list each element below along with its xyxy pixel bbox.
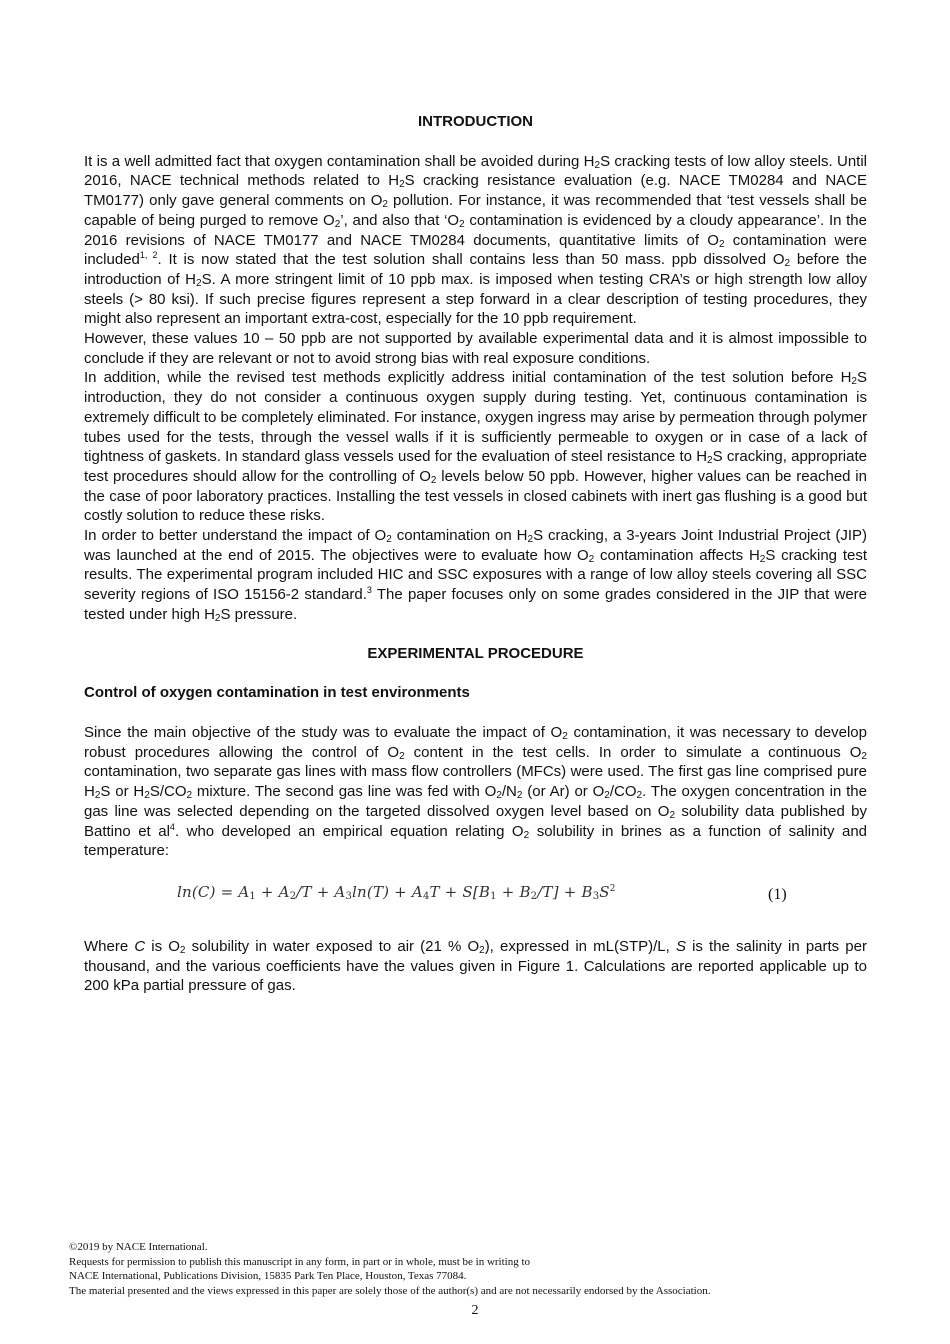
address-line: NACE International, Publications Division, 15835 Park Ten Place, Houston, Texas 77084.: [69, 1270, 467, 1282]
footer: [69, 1240, 889, 1298]
intro-paragraph-1: It is a well admitted fact that oxygen contamination shall be avoided during $H_2S$ cracking tests of low alloy steels. Until 2016, NACE technical methods related to $H_2S$ cracking resistance evaluation (e.g. NACE TM0284 and NACE TM0177) only gave general comments on $O_2$ pollution. For instance, it was recommended that ‘test vessels shall be capable of being purged to remove $O_2$’, and also that ‘$O_2$ contamination is evidenced by a cloudy appearance’. In the 2016 revisions of NACE TM0177 and NACE TM0284 documents, quantitative limits of $O_2$ contamination were included$^{1, 2}$. It is now stated that the test solution shall contains less than 50 mass. ppb dissolved $O_2$ before the introduction of $H_2S$. A more stringent limit of 10 ppb max. is imposed when testing CRA’s or high strength low alloy steels (> 80 ksi). If such precise figures represent a step forward in a clear description of testing procedures, they might also represent an important extra-cost, especially for the 10 ppb requirement.: [84, 152, 868, 328]
intro-paragraph-3: In addition, while the revised test methods explicitly address initial contamination of the test solution before $H_2S$ introduction, they do not consider a continuous oxygen supply during testing. Yet, continuous contamination is extremely difficult to be completely eliminated. For instance, oxygen ingress may arise by permeation through polymer tubes used for the tests, through the vessel walls if it is sufficiently permeable to oxygen or in case of a lack of tightness of gaskets. In standard glass vessels used for the evaluation of steel resistance to $H_2S$ cracking, appropriate test procedures should allow for the controlling of $O_2$ levels below 50 ppb. However, higher values can be reached in the case of poor laboratory practices. Installing the test vessels in closed cabinets with inert gas flushing is a good but costly solution to reduce these risks.: [84, 369, 867, 525]
main-content: [84, 112, 867, 996]
page-number: 2: [471, 1303, 479, 1318]
equation-1: [84, 879, 867, 919]
copyright-line: ©2019 by NACE International.: [69, 1241, 208, 1253]
introduction-heading: INTRODUCTION: [418, 113, 533, 130]
procedure-paragraph-2: Where C is $O_2$ solubility in water exposed to air (21 % $O_2$), expressed in mL(STP)/L, S is the salinity in parts per thousand, and the various coefficients have the values given in Figure 1. Calculations are reported applicable up to 200 kPa partial pressure of gas.: [84, 937, 867, 995]
experimental-heading: EXPERIMENTAL PROCEDURE: [367, 644, 584, 662]
procedure-paragraph-1: Since the main objective of the study was to evaluate the impact of $O_2$ contamination, it was necessary to develop robust procedures allowing the control of $O_2$ content in the test cells. In order to simulate a continuous $O_2$ contamination, two separate gas lines with mass flow controllers (MFCs) were used. The first gas line comprised pure $H_2S$ or $H_2S/CO_2$ mixture. The second gas line was fed with $O_2/N_2$ (or Ar) or $O_2/CO_2$. The oxygen concentration in the gas line was selected depending on the targeted dissolved oxygen level based on $O_2$ solubility data published by Battino et $al^4$. who developed an empirical equation relating $O_2$ solubility in brines as a function of salinity and temperature:: [84, 723, 868, 860]
solubility-equation: $\ln(C) = A_1 + A_2/T + A_3\ln(T) + A_4T + S[B_1 + B_2/T] + B_3S^2$: [177, 882, 616, 902]
oxygen-control-subheading: Control of oxygen contamination in test environments: [84, 684, 470, 702]
intro-paragraph-4: In order to better understand the impact of $O_2$ contamination on $H_2S$ cracking, a 3-years Joint Industrial Project (JIP) was launched at the end of 2015. The objectives were to evaluate how $O_2$ contamination affects $H_2S$ cracking test results. The experimental program included HIC and SSC exposures with a range of low alloy steels covering all SSC severity regions of ISO 15156-2 standard.$^3$ The paper focuses only on some grades considered in the JIP that were tested under high $H_2S$ pressure.: [84, 527, 868, 624]
disclaimer-line: The material presented and the views expressed in this paper are solely those of the author(s) and are not necessarily endorsed by the Association.: [69, 1284, 711, 1297]
permission-line: Requests for permission to publish this manuscript in any form, in part or in whole, must be in writing to: [69, 1255, 531, 1268]
equation-number: (1): [768, 885, 787, 903]
intro-paragraph-2: However, these values 10 – 50 ppb are not supported by available experimental data and it is almost impossible to conclude if they are relevant or not to avoid strong bias with real exposure conditions.: [84, 330, 867, 367]
